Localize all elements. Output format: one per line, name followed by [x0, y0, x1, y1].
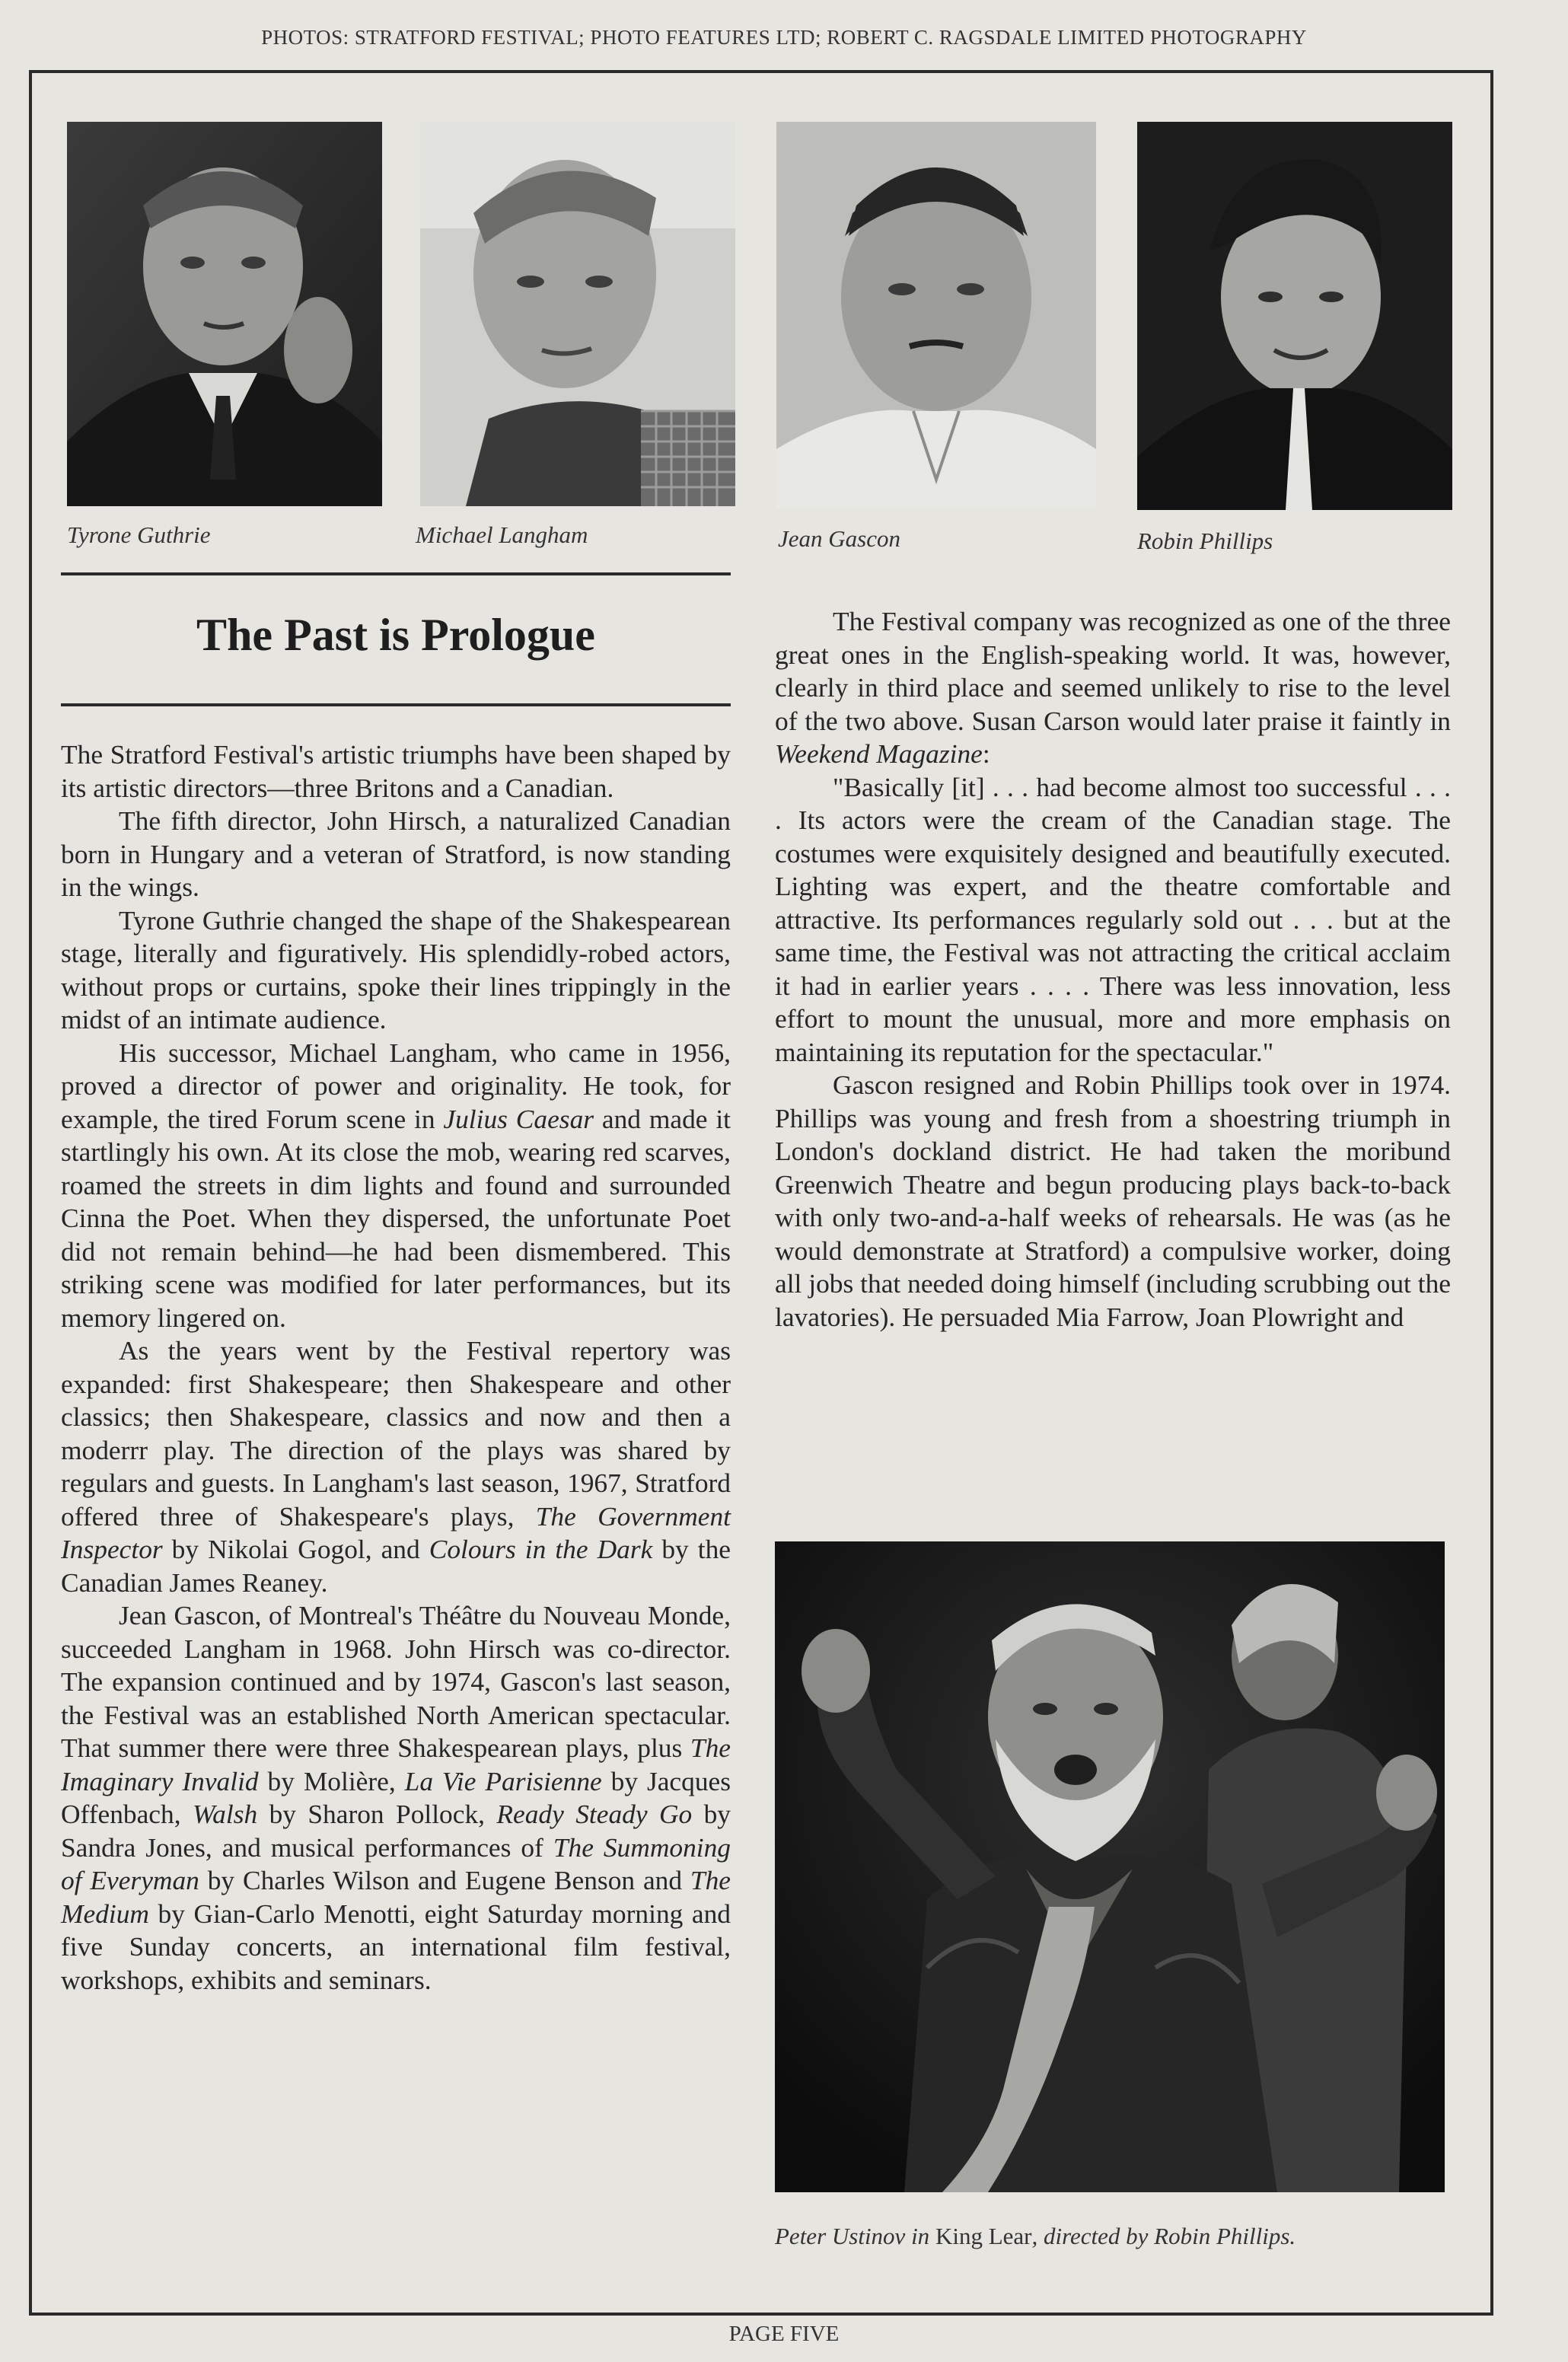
play-title: La Vie Parisienne [404, 1765, 602, 1796]
article-column-left [61, 738, 731, 1997]
play-title: The Medium [61, 1865, 731, 1929]
portrait-photo-langham [420, 122, 735, 506]
text-run: His successor, Michael Langham, who came in 1956, proved a director of power and originality. He took, for example, the tired Forum scene in [61, 1037, 731, 1134]
play-title: Julius Caesar [443, 1103, 594, 1134]
text-run: The Festival company was recognized as one of the three great ones in the English-speaking world. It was, however, clearly in third place and seemed unlikely to rise to the level of the two above. Susan Carson would later praise it faintly in [775, 606, 1451, 736]
article-paragraph: Tyrone Guthrie changed the shape of the Shakespearean stage, literally and figuratively. His splendidly-robed actors, without props or curtains, spoke their lines trippingly in the midst of an intimate audience. [61, 904, 731, 1034]
text-run: As the years went by the Festival repertory was expanded: first Shakespeare; then Shakespeare and other classics; then Shakespeare, classics and now and then a moderrr play. The direction of the plays was shared by regulars and guests. In Langham's last season, 1967, Stratford offered three of Shakespeare's plays, [61, 1335, 731, 1532]
play-title: The Imaginary Invalid [61, 1732, 731, 1796]
text-run: by Sharon Pollock, [257, 1799, 497, 1829]
text-run: by Charles Wilson and Eugene Benson and [199, 1865, 690, 1895]
stage-photo-caption [775, 2223, 1296, 2250]
text-run: by Gian-Carlo Menotti, eight Saturday morning and five Sunday concerts, an international film festival, workshops, exhibits and seminars. [61, 1898, 731, 1995]
article-title: The Past is Prologue [196, 610, 595, 660]
play-title: The Summoning of Everyman [61, 1831, 731, 1895]
text-run: by Jacques Offenbach, [61, 1765, 731, 1829]
text-run: by Nikolai Gogol, and [162, 1534, 429, 1564]
portrait-caption-phillips: Robin Phillips [1137, 528, 1273, 554]
portrait-caption-guthrie: Tyrone Guthrie [67, 521, 211, 548]
play-title: Ready Steady Go [496, 1799, 693, 1829]
portrait-photo-phillips [1137, 122, 1452, 510]
portrait-caption-langham: Michael Langham [416, 521, 588, 548]
text-run: , directed by Robin Phillips. [1031, 2223, 1296, 2249]
text-run: Jean Gascon, of Montreal's Théâtre du Nouveau Monde, succeeded Langham in 1968. John Hirsch was co-director. The expansion continued and by 1974, Gascon's last season, the Festival was an established North American spectacular. That summer there were three Shakespearean plays, plus [61, 1600, 731, 1763]
article-quote: "Basically [it] . . . had become almost too successful . . . . Its actors were the cream of the Canadian stage. The costumes were exquisitely designed and beautifully executed. Lighting was expert, and the theatre comfortable and attractive. Its performances regularly sold out . . . but at the same time, the Festival was not attracting the critical acclaim it had in earlier years . . . . There was less innovation, less effort to mount the unusual, more and more emphasis on maintaining its reputation for the spectacular." [775, 771, 1451, 1067]
article-paragraph [61, 1334, 731, 1599]
article-paragraph: The fifth director, John Hirsch, a naturalized Canadian born in Hungary and a veteran of Stratford, is now standing in the wings. [61, 805, 731, 902]
title-rule-bottom [61, 703, 731, 706]
portrait-photo-guthrie [67, 122, 382, 506]
portrait-photo-gascon [776, 122, 1096, 508]
article-paragraph [61, 1599, 731, 1997]
play-title: The Government Inspector [61, 1500, 731, 1564]
portrait-caption-gascon: Jean Gascon [778, 525, 900, 552]
article-column-right [775, 605, 1451, 1334]
stage-photo-king-lear [775, 1541, 1445, 2192]
article-paragraph: The Stratford Festival's artistic triumphs have been shaped by its artistic directors—three Britons and a Canadian. [61, 739, 731, 803]
article-paragraph [775, 605, 1451, 771]
play-title: Walsh [192, 1799, 258, 1829]
text-run: by the Canadian James Reaney. [61, 1534, 731, 1598]
text-run: Peter Ustinov in [775, 2223, 935, 2249]
photo-credits: PHOTOS: STRATFORD FESTIVAL; PHOTO FEATURES LTD; ROBERT C. RAGSDALE LIMITED PHOTOGRAPHY [261, 26, 1307, 49]
text-run: : [982, 738, 990, 769]
play-title: Colours in the Dark [429, 1534, 653, 1564]
magazine-title: Weekend Magazine [775, 738, 983, 769]
article-paragraph [61, 1037, 731, 1335]
play-title: King Lear [935, 2223, 1032, 2249]
text-run: by Molière, [258, 1765, 405, 1796]
text-run: and made it startlingly his own. At its close the mob, wearing red scarves, roamed the streets in dim lights and found and surrounded Cinna the Poet. When they dispersed, the unfortunate Poet did not remain behind—he had been dismembered. This striking scene was modified for later performances, but its memory lingered on. [61, 1103, 731, 1333]
text-run: by Sandra Jones, and musical performances of [61, 1799, 731, 1863]
title-rule-top [61, 572, 731, 575]
page-number: PAGE FIVE [728, 2322, 840, 2346]
article-paragraph: Gascon resigned and Robin Phillips took over in 1974. Phillips was young and fresh from a shoestring triumph in London's dockland district. He had taken the moribund Greenwich Theatre and begun producing plays back-to-back with only two-and-a-half weeks of rehearsals. He was (as he would demonstrate at Stratford) a compulsive worker, doing all jobs that needed doing himself (including scrubbing out the lavatories). He persuaded Mia Farrow, Joan Plowright and [775, 1069, 1451, 1332]
